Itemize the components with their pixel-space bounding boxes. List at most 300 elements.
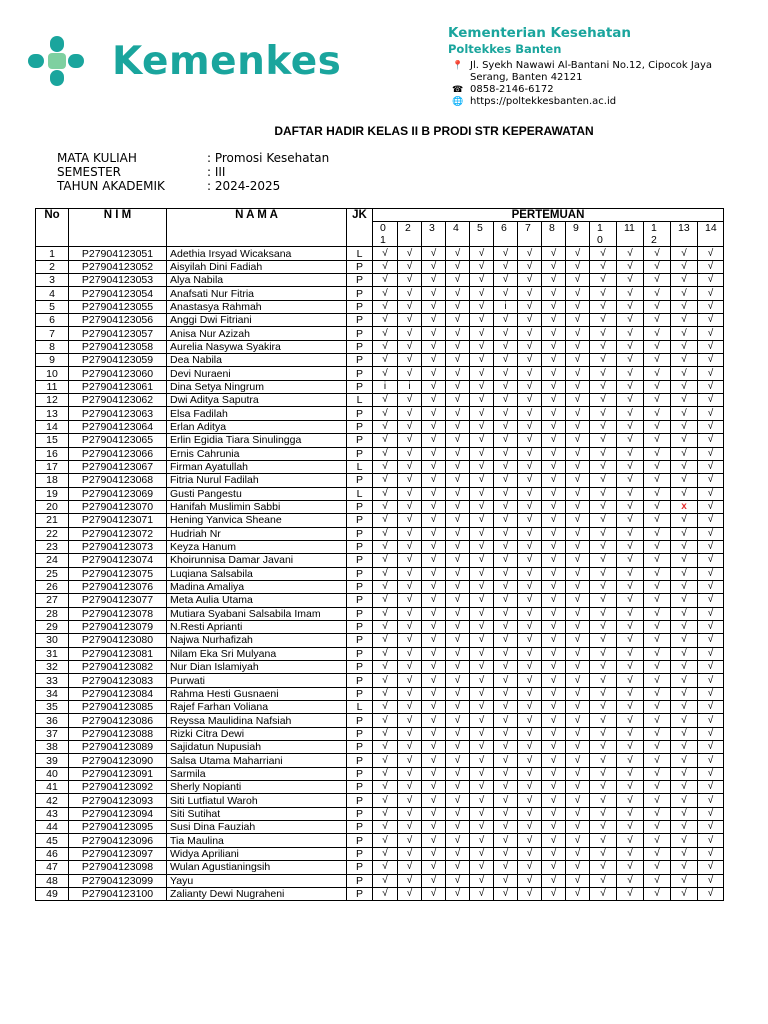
check-mark: √: [590, 727, 617, 740]
check-mark: √: [542, 847, 566, 860]
student-gender: P: [347, 274, 373, 287]
check-mark: √: [518, 861, 542, 874]
check-mark: √: [698, 887, 724, 900]
check-mark: √: [494, 634, 518, 647]
check-mark: √: [698, 460, 724, 473]
meeting-header-2: [422, 222, 446, 247]
check-mark: √: [422, 714, 446, 727]
row-number: 29: [36, 620, 69, 633]
student-gender: P: [347, 514, 373, 527]
check-mark: √: [470, 634, 494, 647]
check-mark: √: [422, 607, 446, 620]
student-nim: P27904123059: [69, 354, 167, 367]
row-number: 25: [36, 567, 69, 580]
row-number: 34: [36, 687, 69, 700]
check-mark: √: [422, 834, 446, 847]
check-mark: √: [494, 394, 518, 407]
check-mark: √: [698, 661, 724, 674]
check-mark: √: [590, 874, 617, 887]
student-gender: P: [347, 380, 373, 393]
check-mark: √: [494, 314, 518, 327]
student-nim: P27904123089: [69, 741, 167, 754]
check-mark: √: [698, 701, 724, 714]
mata-kuliah-label: MATA KULIAH: [57, 151, 137, 165]
check-mark: √: [566, 474, 590, 487]
check-mark: √: [566, 647, 590, 660]
meeting-label: 0: [380, 222, 386, 235]
check-mark: √: [398, 247, 422, 260]
check-mark: √: [671, 540, 698, 553]
check-mark: √: [470, 260, 494, 273]
student-nim: P27904123096: [69, 834, 167, 847]
check-mark: √: [644, 847, 671, 860]
table-row: [36, 607, 724, 620]
check-mark: √: [518, 460, 542, 473]
check-mark: √: [470, 661, 494, 674]
check-mark: √: [698, 434, 724, 447]
table-row: [36, 434, 724, 447]
check-mark: √: [518, 674, 542, 687]
check-mark: √: [373, 527, 398, 540]
meeting-header-8: [566, 222, 590, 247]
check-mark: √: [373, 300, 398, 313]
check-mark: √: [671, 834, 698, 847]
check-mark: √: [494, 287, 518, 300]
check-mark: √: [398, 701, 422, 714]
check-mark: √: [566, 420, 590, 433]
check-mark: √: [446, 247, 470, 260]
check-mark: √: [470, 754, 494, 767]
check-mark: √: [470, 314, 494, 327]
check-mark: √: [398, 300, 422, 313]
student-gender: P: [347, 674, 373, 687]
check-mark: √: [373, 580, 398, 593]
check-mark: √: [446, 420, 470, 433]
check-mark: √: [518, 647, 542, 660]
check-mark: √: [398, 474, 422, 487]
student-nim: P27904123069: [69, 487, 167, 500]
check-mark: √: [644, 834, 671, 847]
check-mark: √: [518, 514, 542, 527]
row-number: 40: [36, 767, 69, 780]
student-name: Mutiara Syabani Salsabila Imam: [167, 607, 347, 620]
check-mark: √: [698, 274, 724, 287]
check-mark: √: [494, 367, 518, 380]
check-mark: √: [671, 661, 698, 674]
check-mark: √: [470, 847, 494, 860]
check-mark: √: [470, 300, 494, 313]
table-row: [36, 620, 724, 633]
table-row: [36, 327, 724, 340]
student-name: Widya Apriliani: [167, 847, 347, 860]
website-link[interactable]: https://poltekkesbanten.ac.id: [470, 96, 617, 107]
row-number: 5: [36, 300, 69, 313]
table-row: [36, 247, 724, 260]
student-gender: P: [347, 300, 373, 313]
check-mark: √: [698, 767, 724, 780]
check-mark: √: [644, 300, 671, 313]
check-mark: √: [566, 807, 590, 820]
check-mark: √: [644, 247, 671, 260]
student-name: Khoirunnisa Damar Javani: [167, 554, 347, 567]
check-mark: √: [644, 540, 671, 553]
row-number: 37: [36, 727, 69, 740]
check-mark: √: [644, 661, 671, 674]
check-mark: √: [698, 847, 724, 860]
check-mark: √: [542, 754, 566, 767]
check-mark: √: [542, 354, 566, 367]
student-nim: P27904123098: [69, 861, 167, 874]
student-name: Rahma Hesti Gusnaeni: [167, 687, 347, 700]
row-number: 21: [36, 514, 69, 527]
check-mark: √: [470, 287, 494, 300]
check-mark: √: [698, 794, 724, 807]
meeting-header-4: [470, 222, 494, 247]
check-mark: √: [422, 247, 446, 260]
check-mark: √: [698, 354, 724, 367]
check-mark: √: [398, 554, 422, 567]
check-mark: √: [518, 887, 542, 900]
meeting-label: 9: [573, 222, 579, 235]
check-mark: √: [590, 847, 617, 860]
check-mark: √: [542, 367, 566, 380]
check-mark: √: [617, 394, 644, 407]
check-mark: √: [446, 714, 470, 727]
table-row: [36, 781, 724, 794]
check-mark: √: [373, 807, 398, 820]
check-mark: √: [470, 420, 494, 433]
check-mark: √: [398, 620, 422, 633]
student-gender: P: [347, 887, 373, 900]
student-gender: P: [347, 327, 373, 340]
check-mark: √: [698, 647, 724, 660]
check-mark: √: [373, 647, 398, 660]
check-mark: √: [422, 274, 446, 287]
meeting-header-9: [590, 222, 617, 247]
student-name: Sajidatun Nupusiah: [167, 741, 347, 754]
meeting-label: 2: [651, 234, 657, 247]
check-mark: √: [373, 274, 398, 287]
check-mark: √: [590, 887, 617, 900]
check-mark: √: [398, 260, 422, 273]
check-mark: √: [566, 527, 590, 540]
student-gender: L: [347, 247, 373, 260]
row-number: 48: [36, 874, 69, 887]
student-nim: P27904123073: [69, 540, 167, 553]
check-mark: √: [470, 887, 494, 900]
check-mark: √: [398, 887, 422, 900]
check-mark: √: [518, 287, 542, 300]
check-mark: √: [373, 340, 398, 353]
header-nama: N A M A: [167, 209, 347, 247]
check-mark: √: [617, 567, 644, 580]
check-mark: √: [566, 567, 590, 580]
check-mark: √: [518, 434, 542, 447]
check-mark: √: [590, 807, 617, 820]
check-mark: √: [373, 460, 398, 473]
meeting-header-6: [518, 222, 542, 247]
check-mark: √: [446, 274, 470, 287]
student-nim: P27904123055: [69, 300, 167, 313]
check-mark: √: [542, 420, 566, 433]
check-mark: √: [542, 340, 566, 353]
check-mark: √: [644, 567, 671, 580]
check-mark: √: [518, 607, 542, 620]
check-mark: √: [518, 407, 542, 420]
check-mark: √: [542, 407, 566, 420]
check-mark: √: [590, 434, 617, 447]
check-mark: √: [644, 447, 671, 460]
student-gender: P: [347, 607, 373, 620]
check-mark: √: [470, 607, 494, 620]
student-nim: P27904123085: [69, 701, 167, 714]
check-mark: √: [398, 834, 422, 847]
check-mark: √: [542, 567, 566, 580]
row-number: 17: [36, 460, 69, 473]
check-mark: √: [566, 607, 590, 620]
student-nim: P27904123052: [69, 260, 167, 273]
check-mark: √: [422, 554, 446, 567]
check-mark: √: [470, 474, 494, 487]
check-mark: √: [422, 674, 446, 687]
check-mark: √: [373, 887, 398, 900]
table-row: [36, 807, 724, 820]
check-mark: √: [671, 727, 698, 740]
check-mark: √: [566, 287, 590, 300]
check-mark: √: [422, 687, 446, 700]
table-row: [36, 767, 724, 780]
check-mark: √: [698, 380, 724, 393]
check-mark: √: [422, 500, 446, 513]
check-mark: √: [422, 794, 446, 807]
check-mark: √: [644, 821, 671, 834]
header-nim: N I M: [69, 209, 167, 247]
check-mark: √: [671, 407, 698, 420]
check-mark: √: [373, 674, 398, 687]
check-mark: √: [671, 380, 698, 393]
check-mark: √: [518, 314, 542, 327]
check-mark: √: [518, 527, 542, 540]
check-mark: √: [398, 314, 422, 327]
check-mark: √: [566, 580, 590, 593]
student-name: Luqiana Salsabila: [167, 567, 347, 580]
student-name: Zalianty Dewi Nugraheni: [167, 887, 347, 900]
table-row: [36, 887, 724, 900]
check-mark: √: [542, 434, 566, 447]
check-mark: √: [698, 781, 724, 794]
check-mark: √: [617, 874, 644, 887]
check-mark: √: [373, 367, 398, 380]
check-mark: √: [617, 527, 644, 540]
table-row: [36, 594, 724, 607]
check-mark: √: [373, 394, 398, 407]
check-mark: √: [590, 540, 617, 553]
check-mark: √: [422, 887, 446, 900]
student-gender: P: [347, 540, 373, 553]
student-nim: P27904123093: [69, 794, 167, 807]
meeting-label: 8: [549, 222, 555, 235]
check-mark: √: [470, 714, 494, 727]
check-mark: √: [518, 767, 542, 780]
check-mark: √: [542, 607, 566, 620]
student-name: Purwati: [167, 674, 347, 687]
check-mark: √: [518, 300, 542, 313]
row-number: 9: [36, 354, 69, 367]
check-mark: √: [398, 727, 422, 740]
check-mark: √: [494, 607, 518, 620]
check-mark: √: [617, 354, 644, 367]
check-mark: √: [494, 447, 518, 460]
check-mark: √: [494, 327, 518, 340]
location-icon: 📍: [452, 61, 464, 71]
check-mark: √: [617, 327, 644, 340]
check-mark: √: [494, 474, 518, 487]
student-nim: P27904123065: [69, 434, 167, 447]
check-mark: √: [617, 634, 644, 647]
row-number: 36: [36, 714, 69, 727]
check-mark: √: [470, 701, 494, 714]
student-name: Ernis Cahrunia: [167, 447, 347, 460]
student-nim: P27904123084: [69, 687, 167, 700]
check-mark: √: [518, 594, 542, 607]
check-mark: √: [422, 861, 446, 874]
check-mark: √: [590, 834, 617, 847]
row-number: 2: [36, 260, 69, 273]
check-mark: √: [590, 741, 617, 754]
check-mark: √: [590, 861, 617, 874]
check-mark: √: [566, 714, 590, 727]
student-gender: P: [347, 287, 373, 300]
check-mark: √: [566, 754, 590, 767]
check-mark: √: [644, 327, 671, 340]
check-mark: √: [644, 500, 671, 513]
check-mark: √: [470, 741, 494, 754]
check-mark: √: [590, 420, 617, 433]
check-mark: √: [398, 514, 422, 527]
check-mark: √: [398, 567, 422, 580]
check-mark: √: [446, 394, 470, 407]
check-mark: √: [446, 314, 470, 327]
student-gender: P: [347, 687, 373, 700]
ministry-name: Kementerian Kesehatan: [448, 25, 631, 41]
check-mark: √: [644, 674, 671, 687]
check-mark: √: [590, 647, 617, 660]
check-mark: √: [542, 674, 566, 687]
check-mark: √: [373, 554, 398, 567]
check-mark: √: [446, 460, 470, 473]
check-mark: √: [542, 300, 566, 313]
student-nim: P27904123057: [69, 327, 167, 340]
table-row: [36, 567, 724, 580]
check-mark: √: [398, 794, 422, 807]
check-mark: √: [617, 834, 644, 847]
check-mark: √: [422, 527, 446, 540]
check-mark: √: [494, 661, 518, 674]
check-mark: √: [494, 554, 518, 567]
check-mark: √: [590, 460, 617, 473]
check-mark: √: [617, 767, 644, 780]
check-mark: √: [644, 727, 671, 740]
check-mark: √: [698, 327, 724, 340]
check-mark: √: [566, 741, 590, 754]
student-name: Wulan Agustianingsih: [167, 861, 347, 874]
check-mark: √: [590, 781, 617, 794]
check-mark: √: [422, 767, 446, 780]
check-mark: √: [446, 380, 470, 393]
check-mark: √: [518, 380, 542, 393]
check-mark: √: [470, 554, 494, 567]
check-mark: √: [373, 540, 398, 553]
check-mark: √: [494, 861, 518, 874]
check-mark: √: [494, 540, 518, 553]
check-mark: √: [373, 620, 398, 633]
check-mark: √: [566, 861, 590, 874]
student-gender: P: [347, 634, 373, 647]
check-mark: √: [542, 620, 566, 633]
check-mark: √: [542, 554, 566, 567]
check-mark: √: [494, 714, 518, 727]
check-mark: √: [590, 474, 617, 487]
check-mark: √: [373, 354, 398, 367]
check-mark: √: [590, 287, 617, 300]
check-mark: √: [542, 834, 566, 847]
check-mark: √: [617, 487, 644, 500]
check-mark: √: [373, 661, 398, 674]
check-mark: √: [566, 300, 590, 313]
check-mark: √: [446, 554, 470, 567]
check-mark: √: [446, 514, 470, 527]
table-row: [36, 380, 724, 393]
check-mark: √: [518, 741, 542, 754]
check-mark: √: [470, 647, 494, 660]
check-mark: √: [698, 247, 724, 260]
check-mark: √: [470, 567, 494, 580]
row-number: 42: [36, 794, 69, 807]
check-mark: √: [644, 754, 671, 767]
check-mark: √: [566, 354, 590, 367]
check-mark: √: [698, 367, 724, 380]
check-mark: √: [446, 861, 470, 874]
check-mark: √: [446, 340, 470, 353]
student-gender: L: [347, 701, 373, 714]
student-name: Susi Dina Fauziah: [167, 821, 347, 834]
student-nim: P27904123081: [69, 647, 167, 660]
check-mark: √: [590, 701, 617, 714]
check-mark: √: [494, 741, 518, 754]
check-mark: √: [398, 367, 422, 380]
check-mark: √: [518, 367, 542, 380]
check-mark: √: [590, 447, 617, 460]
check-mark: √: [518, 714, 542, 727]
student-gender: P: [347, 420, 373, 433]
check-mark: √: [446, 634, 470, 647]
check-mark: √: [518, 327, 542, 340]
table-row: [36, 287, 724, 300]
row-number: 30: [36, 634, 69, 647]
check-mark: √: [566, 620, 590, 633]
check-mark: √: [398, 767, 422, 780]
check-mark: √: [542, 274, 566, 287]
document-title: DAFTAR HADIR KELAS II B PRODI STR KEPERAWATAN: [274, 124, 594, 138]
check-mark: √: [698, 807, 724, 820]
check-mark: √: [494, 500, 518, 513]
student-name: Siti Sutihat: [167, 807, 347, 820]
table-row: [36, 394, 724, 407]
check-mark: √: [422, 420, 446, 433]
check-mark: √: [644, 380, 671, 393]
student-name: Alya Nabila: [167, 274, 347, 287]
table-row: [36, 714, 724, 727]
